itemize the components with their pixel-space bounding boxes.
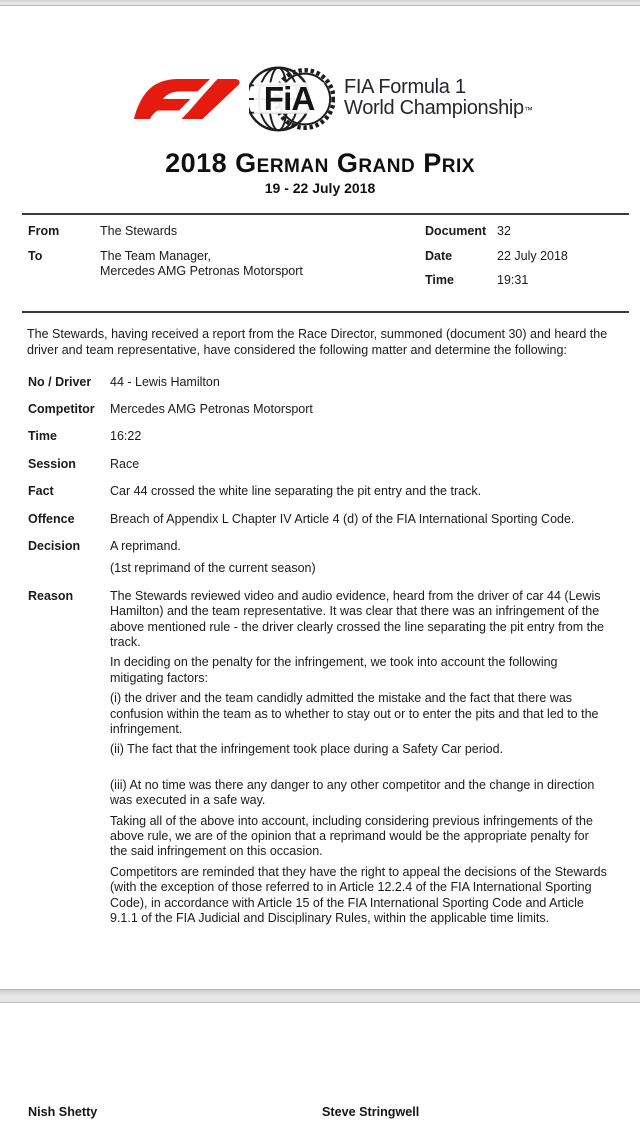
f1-logo-icon	[134, 79, 240, 119]
logo-row	[134, 62, 640, 136]
time-value: 19:31	[497, 273, 529, 287]
session-value: Race	[110, 456, 140, 471]
fact-value: Car 44 crossed the white line separating the pit entry and the track.	[110, 484, 482, 499]
meta-row-to	[28, 249, 425, 280]
fia-wordmark-line2: World Championship™	[344, 97, 533, 119]
fields-section	[28, 375, 628, 932]
divider-bottom	[22, 311, 629, 313]
meta-row-from	[28, 224, 425, 240]
fia-wordmark	[344, 77, 533, 122]
decision-value	[110, 539, 316, 577]
reason-paragraph: (i) the driver and the team candidly admitted the mistake and the fact that there was confusion within the team as to whether to stay out or to enter the pits and that led to the infringement.	[110, 691, 599, 736]
fia-emblem-text: FiA	[263, 81, 315, 119]
no-driver-value: 44 - Lewis Hamilton	[110, 374, 220, 389]
decision-label: Decision	[28, 538, 81, 553]
screenshot-top-bar	[0, 0, 640, 6]
signature-left: Nish Shetty	[28, 1105, 98, 1119]
reason-label: Reason	[28, 588, 74, 603]
signature-right: Steve Stringwell	[322, 1105, 420, 1119]
incident-time-label: Time	[28, 429, 57, 444]
reason-paragraph: Taking all of the above into account, including considering previous infringements of the above rule, we are of the opinion that a reprimand would be the appropriate penalty for the said infringement on this occasion.	[110, 813, 593, 859]
from-value: The Stewards	[100, 224, 178, 238]
offence-value: Breach of Appendix L Chapter IV Article 4 (d) of the FIA International Sporting Code.	[110, 511, 575, 526]
time-label: Time	[425, 273, 454, 287]
decision-value-line2: (1st reprimand of the current season)	[110, 561, 316, 576]
field-row-no-driver	[28, 375, 628, 390]
reason-paragraph: (iii) At no time was there any danger to any other competitor and the change in direction was executed in a safe way.	[110, 777, 595, 808]
date-value: 22 July 2018	[497, 248, 568, 263]
page-title: 2018 German Grand Prix	[165, 148, 475, 178]
meta-row-date	[425, 249, 628, 265]
meta-section	[28, 224, 628, 298]
competitor-label: Competitor	[28, 401, 95, 416]
from-label: From	[28, 224, 60, 238]
reason-paragraph: (ii) The fact that the infringement took place during a Safety Car period.	[110, 742, 504, 757]
to-value-line1: The Team Manager,	[100, 248, 211, 263]
incident-time-value: 16:22	[110, 429, 142, 444]
field-row-competitor	[28, 402, 628, 417]
page-seam-bar	[0, 989, 640, 1003]
reason-paragraphs	[110, 589, 607, 932]
date-label: Date	[425, 248, 453, 263]
reason-paragraph: The Stewards reviewed video and audio evidence, heard from the driver of car 44 (Lewis Hamilton) and the team representative. It was clear that there was an infringement of the above mentioned rule - the driver clearly crossed the line separating the pit entry from the track.	[110, 588, 605, 649]
field-row-session	[28, 457, 628, 472]
decision-value-line1: A reprimand.	[110, 538, 181, 553]
document-value: 32	[497, 224, 511, 238]
to-value	[100, 249, 303, 280]
intro-paragraph: The Stewards, having received a report from the Race Director, summoned (document 30) and heard the driver and team representative, have considered the following matter and determine the following:	[27, 326, 608, 357]
trademark-symbol: ™	[523, 105, 533, 115]
meta-row-time	[425, 273, 628, 289]
reason-paragraph: In deciding on the penalty for the infringement, we took into account the following mitigating factors:	[110, 655, 558, 685]
page-subtitle: 19 - 22 July 2018	[264, 180, 376, 196]
field-row-fact	[28, 484, 628, 499]
field-row-decision	[28, 539, 628, 577]
fia-wordmark-line1: FIA Formula 1	[344, 75, 466, 98]
fia-emblem-icon	[249, 63, 335, 135]
session-label: Session	[28, 456, 76, 471]
divider-top	[22, 213, 629, 215]
field-row-reason	[28, 589, 628, 932]
to-value-line2: Mercedes AMG Petronas Motorsport	[100, 264, 303, 278]
document-label: Document	[425, 224, 487, 238]
field-row-offence	[28, 512, 628, 527]
field-row-time	[28, 429, 628, 444]
offence-label: Offence	[28, 511, 75, 526]
meta-right-column	[425, 224, 628, 298]
fact-label: Fact	[28, 484, 54, 499]
reason-paragraph: Competitors are reminded that they have the right to appeal the decisions of the Stewards (with the exception of those referred to in Article 12.2.4 of the FIA International Sporting Code), in accordance with Article 15 of the FIA International Sporting Code and Article 9.1.1 of the FIA Judicial and Disciplinary Rules, within the applicable time limits.	[110, 864, 607, 926]
meta-row-document	[425, 224, 628, 240]
competitor-value: Mercedes AMG Petronas Motorsport	[110, 401, 313, 416]
to-label: To	[28, 248, 43, 263]
meta-left-column	[28, 224, 425, 298]
no-driver-label: No / Driver	[28, 374, 92, 389]
